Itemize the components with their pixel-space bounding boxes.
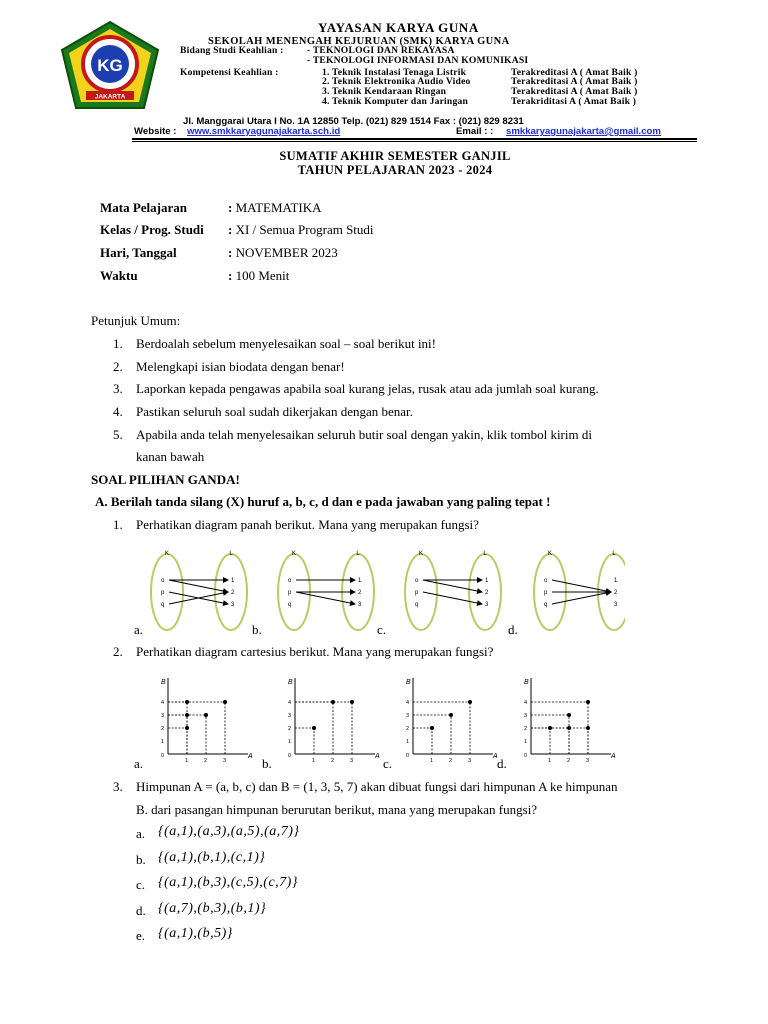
- arrow-diagram-3: [405, 551, 501, 630]
- y-tick-label: 4: [161, 700, 165, 706]
- header-rule: [132, 138, 697, 140]
- x-tick-label: 2: [449, 758, 453, 764]
- y-tick-label: 4: [288, 700, 292, 706]
- q3-option-a-set: {(a,1),(a,3),(a,5),(a,7)}: [158, 824, 300, 839]
- y-tick-label: 1: [524, 739, 528, 745]
- domain-label: q: [161, 602, 165, 608]
- domain-label: q: [288, 602, 292, 608]
- email-label: Email : :: [456, 126, 494, 137]
- x-tick-label: 3: [350, 758, 354, 764]
- domain-label: o: [288, 578, 292, 584]
- y-tick-label: 3: [406, 713, 410, 719]
- domain-label: o: [415, 578, 419, 584]
- q3-number: 3.: [113, 779, 123, 794]
- x-tick-label: 1: [185, 758, 189, 764]
- arrow-diagram-2: [278, 551, 374, 630]
- data-point: [449, 713, 453, 717]
- mapping-arrow: [296, 592, 355, 604]
- info-value-kelas: : XI / Semua Program Studi: [228, 222, 374, 237]
- data-point: [468, 700, 472, 704]
- domain-label: p: [288, 590, 292, 596]
- domain-label: o: [544, 578, 548, 584]
- petunjuk-title: Petunjuk Umum:: [91, 313, 181, 328]
- domain-label: p: [544, 590, 548, 596]
- codomain-label: 1: [614, 578, 618, 584]
- domain-label: o: [161, 578, 165, 584]
- y-tick-label: 3: [288, 713, 292, 719]
- info-label-mapel: Mata Pelajaran: [100, 200, 188, 215]
- x-tick-label: 3: [223, 758, 227, 764]
- codomain-label: 3: [485, 602, 489, 608]
- set-K-oval: [151, 554, 183, 630]
- q2-option-a[interactable]: a.: [134, 756, 144, 771]
- petunjuk-number-5: 5.: [113, 427, 123, 442]
- set-L-label: L: [612, 551, 616, 557]
- q2-option-b[interactable]: b.: [262, 756, 272, 771]
- website-label: Website :: [134, 126, 177, 137]
- axis-A-label: A: [248, 753, 253, 760]
- q3-option-e-set: {(a,1),(b,5)}: [158, 926, 233, 941]
- exam-title: SUMATIF AKHIR SEMESTER GANJIL: [279, 149, 511, 163]
- cartesian-diagram-3: [406, 678, 498, 764]
- axis-B-label: B: [161, 679, 166, 686]
- axis-B-label: B: [524, 679, 529, 686]
- data-point: [312, 726, 316, 730]
- x-tick-label: 1: [312, 758, 316, 764]
- codomain-label: 1: [231, 578, 235, 584]
- codomain-label: 2: [485, 590, 489, 596]
- q2-option-c[interactable]: c.: [383, 756, 393, 771]
- origin-label: 0: [406, 753, 410, 759]
- codomain-label: 3: [358, 602, 362, 608]
- data-point: [204, 713, 208, 717]
- petunjuk-item-3: Laporkan kepada pengawas apabila soal kurang jelas, rusak atau ada jumlah soal kurang.: [136, 381, 599, 396]
- bidang-1: - TEKNOLOGI DAN REKAYASA: [307, 45, 455, 56]
- q3-option-b-set: {(a,1),(b,1),(c,1)}: [158, 850, 266, 865]
- kompetensi-4: 4. Teknik Komputer dan Jaringan: [322, 96, 468, 107]
- domain-label: q: [544, 602, 548, 608]
- yayasan-name: YAYASAN KARYA GUNA: [318, 20, 479, 35]
- info-value-mapel: : MATEMATIKA: [228, 200, 322, 215]
- origin-label: 0: [288, 753, 292, 759]
- codomain-label: 2: [614, 590, 618, 596]
- cartesian-diagram-4: [524, 678, 616, 764]
- y-tick-label: 2: [288, 726, 292, 732]
- codomain-label: 2: [358, 590, 362, 596]
- exam-year: TAHUN PELAJARAN 2023 - 2024: [297, 163, 493, 177]
- cartesian-diagram-1: [161, 678, 253, 764]
- q1-option-d[interactable]: d.: [508, 622, 518, 637]
- akreditasi-2: Terakreditasi A ( Amat Baik ): [511, 76, 638, 87]
- mapping-arrow: [423, 580, 482, 592]
- y-tick-label: 4: [406, 700, 410, 706]
- petunjuk-item-5-cont: kanan bawah: [136, 449, 205, 464]
- axis-A-label: A: [493, 753, 498, 760]
- petunjuk-number-4: 4.: [113, 404, 123, 419]
- set-K-label: K: [418, 551, 424, 557]
- petunjuk-number-3: 3.: [113, 381, 123, 396]
- q2-text: Perhatikan diagram cartesius berikut. Mana yang merupakan fungsi?: [136, 644, 494, 659]
- mapping-arrow: [552, 592, 611, 604]
- y-tick-label: 4: [524, 700, 528, 706]
- kompetensi-2: 2. Teknik Elektronika Audio Video: [322, 76, 471, 87]
- origin-label: 0: [161, 753, 165, 759]
- axis-B-label: B: [406, 679, 411, 686]
- arrow-diagram-4: [534, 551, 625, 630]
- mapping-arrow: [552, 580, 611, 592]
- kompetensi-1: 1. Teknik Instalasi Tenaga Listrik: [322, 67, 467, 78]
- set-L-label: L: [483, 551, 487, 557]
- data-point: [350, 700, 354, 704]
- domain-label: p: [161, 590, 165, 596]
- domain-label: p: [415, 590, 419, 596]
- petunjuk-number-1: 1.: [113, 336, 123, 351]
- codomain-label: 1: [485, 578, 489, 584]
- q3-option-c[interactable]: c.: [136, 877, 146, 892]
- q3-option-d[interactable]: d.: [136, 903, 146, 918]
- q3-option-d-set: {(a,7),(b,3),(b,1)}: [158, 901, 267, 916]
- x-tick-label: 3: [468, 758, 472, 764]
- data-point: [430, 726, 434, 730]
- set-K-oval: [405, 554, 437, 630]
- cartesian-diagram-2: [288, 678, 380, 764]
- domain-label: q: [415, 602, 419, 608]
- logo-text: KG: [97, 56, 123, 75]
- akreditasi-3: Terakreditasi A ( Amat Baik ): [511, 86, 638, 97]
- email-link[interactable]: smkkaryagunajakarta@gmail.com: [506, 126, 661, 137]
- q3-option-e[interactable]: e.: [136, 928, 146, 943]
- header-rule-thin: [132, 141, 697, 142]
- q3-option-b[interactable]: b.: [136, 852, 146, 867]
- instruction-a: A. Berilah tanda silang (X) huruf a, b, c, d dan e pada jawaban yang paling tepat !: [95, 494, 551, 509]
- y-tick-label: 2: [406, 726, 410, 732]
- mapping-arrow: [423, 592, 482, 604]
- q3-option-a[interactable]: a.: [136, 826, 146, 841]
- x-tick-label: 1: [430, 758, 434, 764]
- logo-sub: JAKARTA: [94, 93, 126, 101]
- x-tick-label: 2: [204, 758, 208, 764]
- bidang-label: Bidang Studi Keahlian :: [180, 45, 284, 56]
- set-L-label: L: [356, 551, 360, 557]
- q2-option-d[interactable]: d.: [497, 756, 507, 771]
- info-value-waktu: : 100 Menit: [228, 268, 290, 283]
- data-point: [567, 713, 571, 717]
- y-tick-label: 2: [161, 726, 165, 732]
- codomain-label: 3: [614, 602, 618, 608]
- codomain-label: 2: [231, 590, 235, 596]
- x-tick-label: 1: [548, 758, 552, 764]
- q2-number: 2.: [113, 644, 123, 659]
- y-tick-label: 1: [288, 739, 292, 745]
- set-K-label: K: [164, 551, 170, 557]
- arrow-diagram-1: [151, 551, 247, 630]
- q3-option-c-set: {(a,1),(b,3),(c,5),(c,7)}: [158, 875, 298, 890]
- q1-option-a[interactable]: a.: [134, 622, 144, 637]
- bidang-2: - TEKNOLOGI INFORMASI DAN KOMUNIKASI: [307, 55, 529, 66]
- x-tick-label: 3: [586, 758, 590, 764]
- y-tick-label: 1: [406, 739, 410, 745]
- mapping-arrow: [169, 580, 228, 592]
- axis-A-label: A: [611, 753, 616, 760]
- q1-number: 1.: [113, 517, 123, 532]
- q1-text: Perhatikan diagram panah berikut. Mana yang merupakan fungsi?: [136, 517, 479, 532]
- y-tick-label: 1: [161, 739, 165, 745]
- x-tick-label: 2: [567, 758, 571, 764]
- data-point: [586, 700, 590, 704]
- petunjuk-item-1: Berdoalah sebelum menyelesaikan soal – soal berikut ini!: [136, 336, 436, 351]
- info-value-hari: : NOVEMBER 2023: [228, 245, 338, 260]
- petunjuk-item-4: Pastikan seluruh soal sudah dikerjakan dengan benar.: [136, 404, 413, 419]
- y-tick-label: 3: [524, 713, 528, 719]
- petunjuk-number-2: 2.: [113, 359, 123, 374]
- y-tick-label: 2: [524, 726, 528, 732]
- info-label-kelas: Kelas / Prog. Studi: [100, 222, 204, 237]
- y-tick-label: 3: [161, 713, 165, 719]
- q3-text-line1: Himpunan A = (a, b, c) dan B = (1, 3, 5, 7) akan dibuat fungsi dari himpunan A ke himpunan: [136, 779, 618, 794]
- q1-option-c[interactable]: c.: [377, 622, 387, 637]
- origin-label: 0: [524, 753, 528, 759]
- section-title: SOAL PILIHAN GANDA!: [91, 472, 240, 487]
- axis-A-label: A: [375, 753, 380, 760]
- school-name: SEKOLAH MENENGAH KEJURUAN (SMK) KARYA GUNA: [208, 36, 510, 47]
- q2-cartesian-diagrams: [145, 672, 625, 768]
- codomain-label: 1: [358, 578, 362, 584]
- website-link[interactable]: www.smkkaryagunajakarta.sch.id: [187, 126, 341, 137]
- q1-option-b[interactable]: b.: [252, 622, 262, 637]
- info-label-hari: Hari, Tanggal: [100, 245, 177, 260]
- x-tick-label: 2: [331, 758, 335, 764]
- school-address: Jl. Manggarai Utara I No. 1A 12850 Telp. (021) 829 1514 Fax : (021) 829 8231: [183, 116, 524, 127]
- petunjuk-item-2: Melengkapi isian biodata dengan benar!: [136, 359, 345, 374]
- akreditasi-4: Terakriditasi A ( Amat Baik ): [511, 96, 637, 107]
- set-L-label: L: [229, 551, 233, 557]
- codomain-label: 3: [231, 602, 235, 608]
- petunjuk-item-5: Apabila anda telah menyelesaikan seluruh butir soal dengan yakin, klik tombol kirim di: [136, 427, 592, 442]
- set-K-label: K: [547, 551, 553, 557]
- school-logo: [58, 20, 162, 112]
- set-K-label: K: [291, 551, 297, 557]
- kompetensi-3: 3. Teknik Kendaraan Ringan: [322, 86, 447, 97]
- akreditasi-1: Terakreditasi A ( Amat Baik ): [511, 67, 638, 78]
- q3-text-line2: B. dari pasangan himpunan berurutan berikut, mana yang merupakan fungsi?: [136, 802, 538, 817]
- letterhead: [0, 0, 768, 145]
- kompetensi-label: Kompetensi Keahlian :: [180, 67, 279, 78]
- info-label-waktu: Waktu: [100, 268, 138, 283]
- axis-B-label: B: [288, 679, 293, 686]
- data-point: [223, 700, 227, 704]
